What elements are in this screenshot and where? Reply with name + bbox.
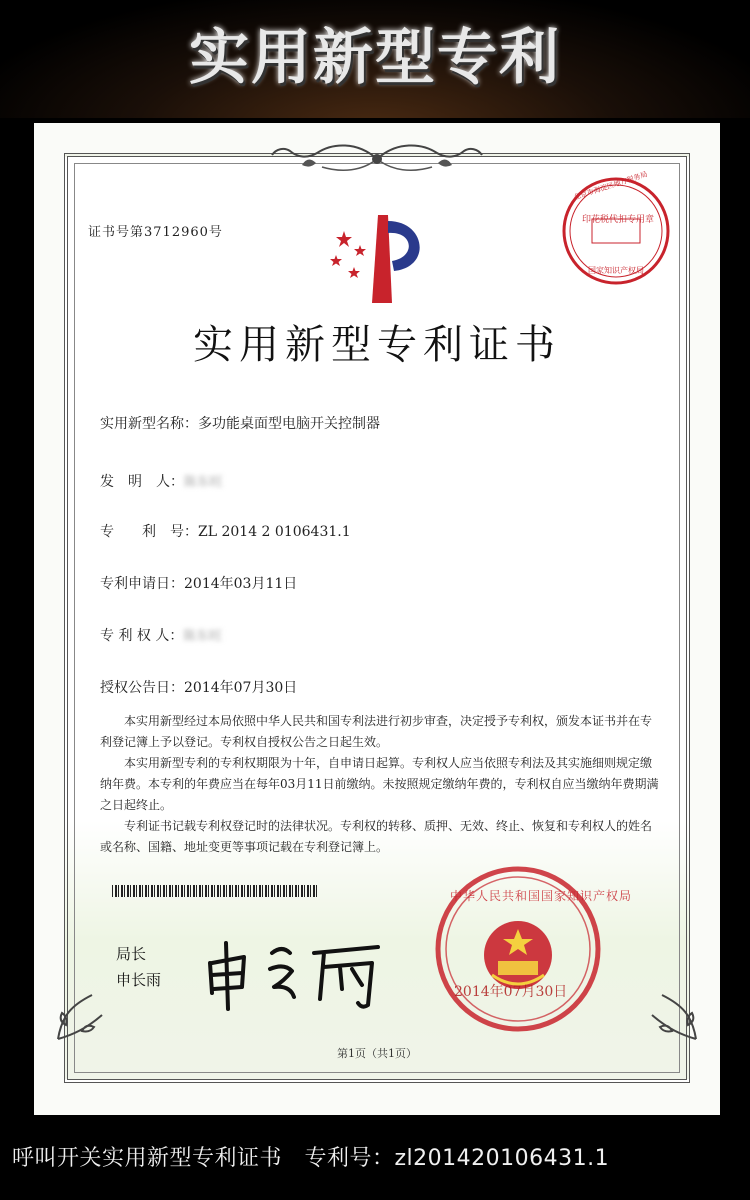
seal-date: 2014年07月30日 [454,984,568,1000]
director-title: 局长 [116,945,147,963]
filing-date-label: 专利申请日： [100,576,184,592]
top-ornament-icon [262,139,492,179]
inventor-row [100,471,223,491]
body-paragraph: 专利证书记载专利权登记时的法律状况。专利权的转移、质押、无效、终止、恢复和专利权人的姓名或名称、国籍、地址变更等事项记载在专利登记簿上。 [100,819,653,854]
barcode [112,885,318,897]
patent-number-row [100,521,351,541]
certificate-body [100,711,660,858]
stamp-center-text: 印花税代扣专用章 [582,215,655,225]
certificate-number: 证书号第3712960号 [88,225,223,240]
patent-no-value: ZL 2014 2 0106431.1 [198,524,351,540]
seal-ring-text: 中华人民共和国国家知识产权局 [450,889,633,903]
grant-date-value: 2014年07月30日 [184,680,298,696]
name-value: 多功能桌面型电脑开关控制器 [198,416,380,432]
grant-date-row [100,677,297,697]
inventor-label: 发 明 人： [100,474,184,490]
page-number: 第1页（共1页） [337,1047,417,1060]
bottom-caption-bar [0,1115,750,1200]
patentee-label: 专 利 权 人： [100,628,184,644]
director-name: 申长雨 [116,971,162,989]
caption-text: 呼叫开关实用新型专利证书 专利号：zl201420106431.1 [12,1146,610,1171]
patentee-row [100,625,222,645]
body-paragraph: 本实用新型专利的专利权期限为十年，自申请日起算。专利权人应当依照专利法及其实施细则规定缴纳年费。本专利的年费应当在每年03月11日前缴纳。未按照规定缴纳年费的，专利权自应当缴纳年费期满之日起终止。 [100,756,659,812]
inventor-value: 陈东旺 [184,475,224,490]
corner-ornament-icon [52,985,112,1045]
filing-date-value: 2014年03月11日 [184,576,298,592]
utility-model-name-row [100,413,380,433]
patent-logo-icon [314,211,434,305]
patent-no-label: 专 利 号： [100,524,198,540]
body-paragraph: 本实用新型经过本局依照中华人民共和国专利法进行初步审查，决定授予专利权，颁发本证书并在专利登记簿上予以登记。专利权自授权公告之日起生效。 [100,714,653,749]
patentee-value: 陈东旺 [183,629,223,644]
banner-title: 实用新型专利 [189,23,561,93]
corner-ornament-icon [642,985,702,1045]
certificate-title: 实用新型专利证书 [193,322,561,368]
top-banner [0,0,750,118]
filing-date-row [100,573,297,593]
director-signature-icon [202,923,392,1013]
stamp-ring-text: 北京市海淀区地方税务局 [572,170,649,202]
stamp-bottom-text: 国家知识产权局 [588,266,644,275]
grant-date-label: 授权公告日： [100,680,184,696]
name-label: 实用新型名称： [100,416,198,432]
certificate-paper [34,123,720,1115]
